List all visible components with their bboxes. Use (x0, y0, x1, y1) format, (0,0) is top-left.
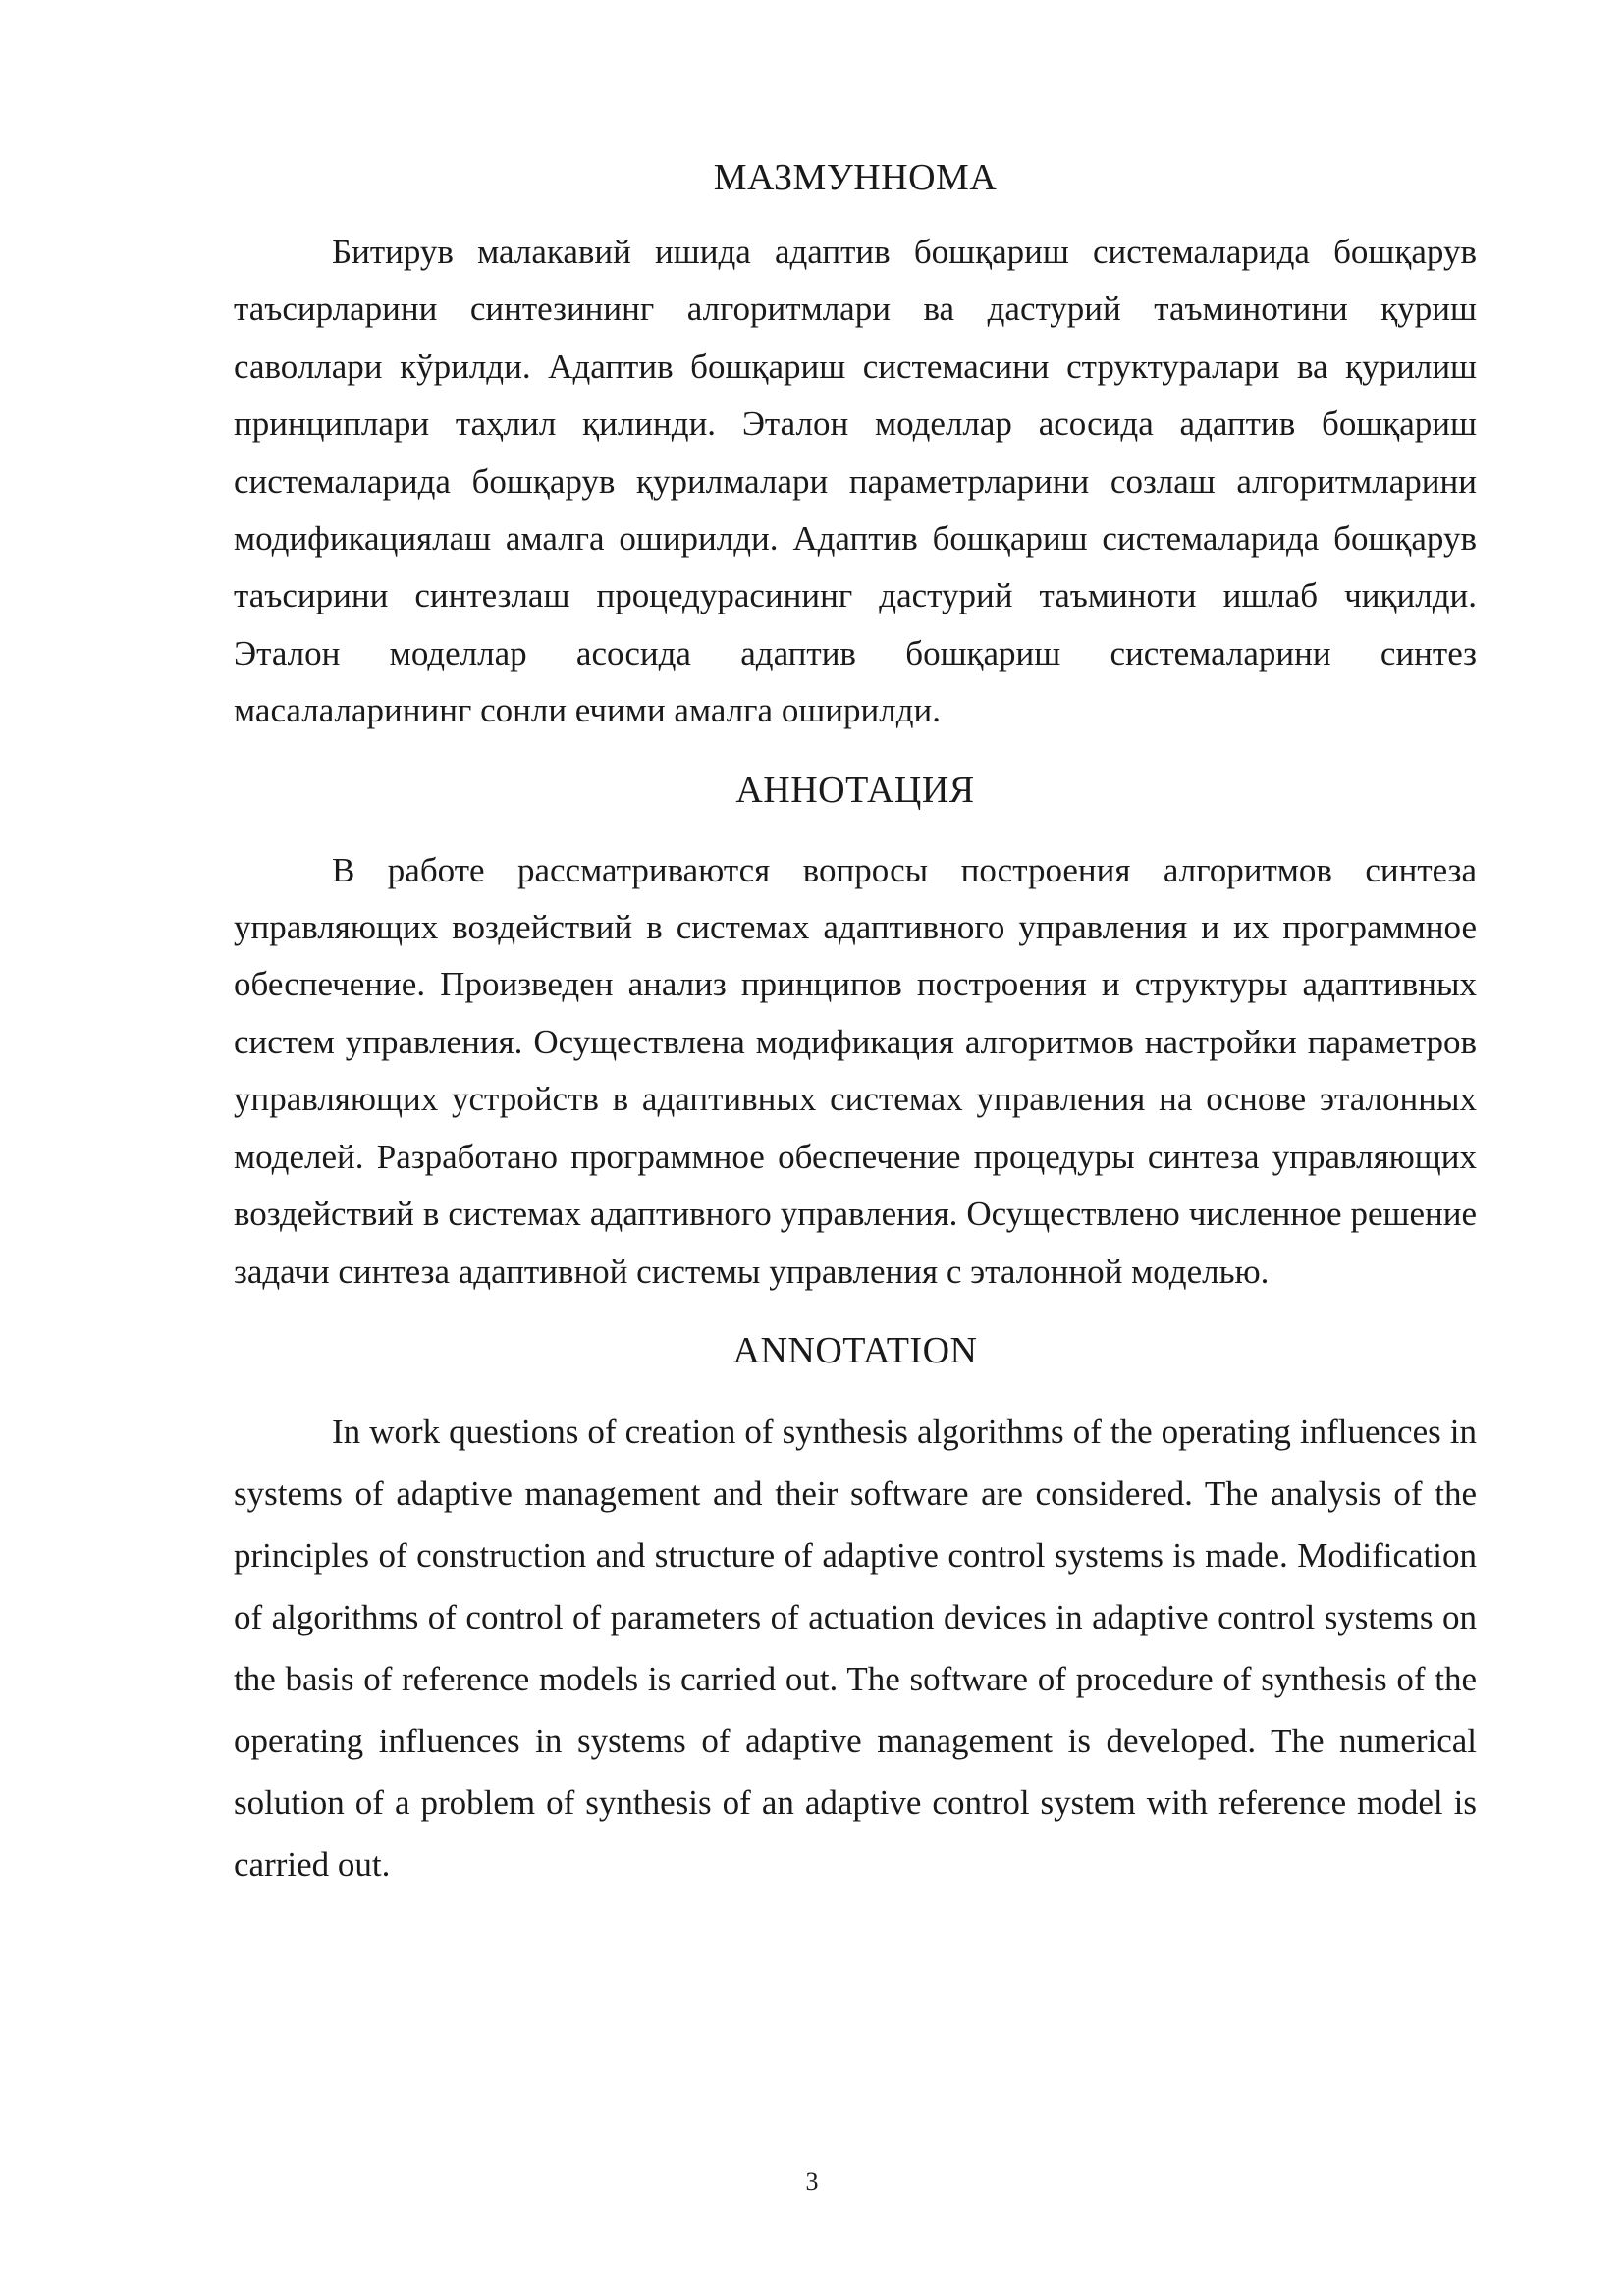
section-text-annotation: In work questions of creation of synthesis algorithms of the operating influences in systems of adaptive management and their software are considered. The analysis of the principles of construction and structure of adaptive control systems is made. Modification of algorithms of control of parameters of actuation devices in adaptive control systems on the basis of reference models is carried out. The software of procedure of synthesis of the operating influences in systems of adaptive management is developed. The numerical solution of a problem of synthesis of an adaptive control system with reference model is carried out. (234, 1412, 1477, 1884)
section-title-annotatsiya: АННОТАЦИЯ (735, 769, 975, 811)
section-text-mazmunnoma: Битирув малакавий ишида адаптив бошқариш системаларида бошқарув таъсирларини синтезининг алгоритмлари ва дастурий таъминотини қуриш саволлари кўрилди. Адаптив бошқариш системасини структуралари ва қурилиш принциплари таҳлил қилинди. Эталон моделлар асосида адаптив бошқариш системаларида бошқарув қурилмалари параметрларини созлаш алгоритмларини модификациялаш амалга оширилди. Адаптив бошқариш системаларида бошқарув таъсирини синтезлаш процедурасининг дастурий таъминоти ишлаб чиқилди. Эталон моделлар асосида адаптив бошқариш системаларини синтез масалаларининг сонли ечими амалга оширилди. (234, 233, 1477, 730)
section-title-annotation: ANNOTATION (732, 1329, 978, 1371)
section-text-annotatsiya: В работе рассматриваются вопросы построения алгоритмов синтеза управляющих воздействий в системах адаптивного управления и их программное обеспечение. Произведен анализ принципов построения и структуры адаптивных систем управления. Осуществлена модификация алгоритмов настройки параметров управляющих устройств в адаптивных системах управления на основе эталонных моделей. Разработано программное обеспечение процедуры синтеза управляющих воздействий в системах адаптивного управления. Осуществлено численное решение задачи синтеза адаптивной системы управления с эталонной моделью. (234, 850, 1477, 1291)
section-title-mazmunnoma: МАЗМУННОМА (713, 157, 998, 198)
page-number: 3 (805, 2167, 819, 2196)
page-content (234, 147, 1477, 1896)
